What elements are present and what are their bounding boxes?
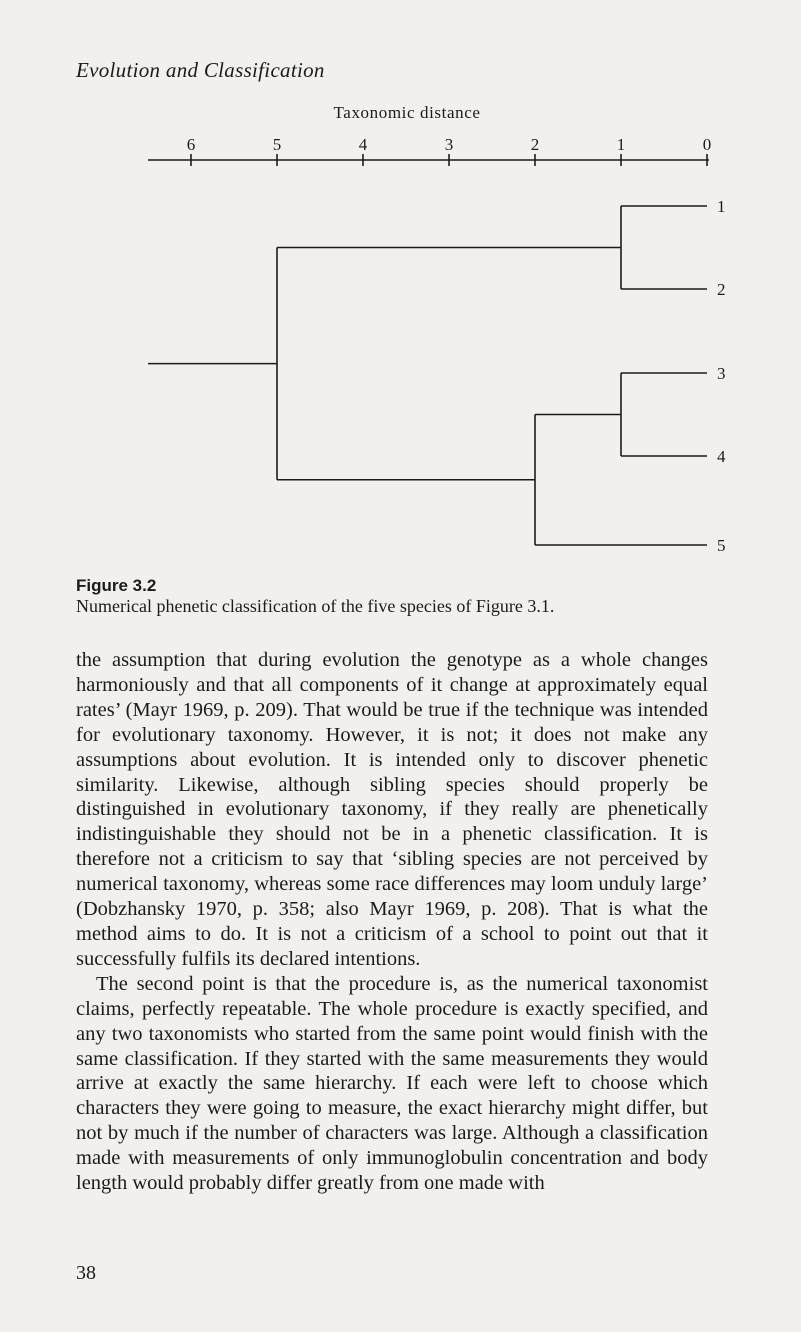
scale-tick-label: 4 xyxy=(358,135,368,154)
paragraph-2: The second point is that the procedure is, as the numerical taxonomist claims, perfectly repeatable. The whole procedure is exactly specified, and any two taxonomists who started from the same point would finish with the same classification. If they started with the same measurements they would arrive at exactly the same hierarchy. If each were left to choose which characters they were going to measure, the exact hierarchy might differ, but not by much if the number of characters was large. Although a classification made with measurements of only immunoglobulin concentration and body length would probably differ greatly from one made with xyxy=(76,972,708,1195)
scale-tick-label: 5 xyxy=(272,135,282,154)
leaf-label: 2 xyxy=(717,280,726,299)
page-number: 38 xyxy=(76,1262,96,1284)
scale-tick-label: 0 xyxy=(702,135,712,154)
leaf-labels xyxy=(717,197,726,555)
paragraph-1: the assumption that during evolution the genotype as a whole changes harmoniously and that all components of it change at approximately equal rates’ (Mayr 1969, p. 209). That would be true if the technique was intended for evolutionary taxonomy. However, it is not; it does not make any assumptions about evolution. It is intended only to discover phenetic similarity. Likewise, although sibling species should properly be distinguished in evolutionary taxonomy, if they really are phenetically indistinguishable they should not be in a phenetic classification. It is therefore not a criticism to say that ‘sibling species are not perceived by numerical taxonomy, whereas some race differences may loom unduly large’ (Dobzhansky 1970, p. 358; also Mayr 1969, p. 208). That is what the method aims to do. It is not a criticism of a school to point out that it successfully fulfils its declared intentions. xyxy=(76,649,708,970)
leaf-label: 3 xyxy=(717,364,726,383)
scale-tick-label: 2 xyxy=(530,135,540,154)
figure-number: Figure 3.2 xyxy=(76,576,157,595)
dendrogram-figure xyxy=(0,0,801,570)
running-head: Evolution and Classification xyxy=(76,58,325,82)
scale-tick-label: 1 xyxy=(616,135,626,154)
scale-tick-label: 6 xyxy=(186,135,196,154)
dendrogram-tree xyxy=(148,206,707,545)
body-text xyxy=(76,648,708,1196)
figure-caption: Numerical phenetic classification of the five species of Figure 3.1. xyxy=(76,596,555,616)
leaf-label: 5 xyxy=(717,536,726,555)
distance-scale xyxy=(148,135,711,166)
leaf-label: 4 xyxy=(717,447,726,466)
axis-title: Taxonomic distance xyxy=(333,103,481,122)
leaf-label: 1 xyxy=(717,197,726,216)
scale-tick-label: 3 xyxy=(444,135,454,154)
